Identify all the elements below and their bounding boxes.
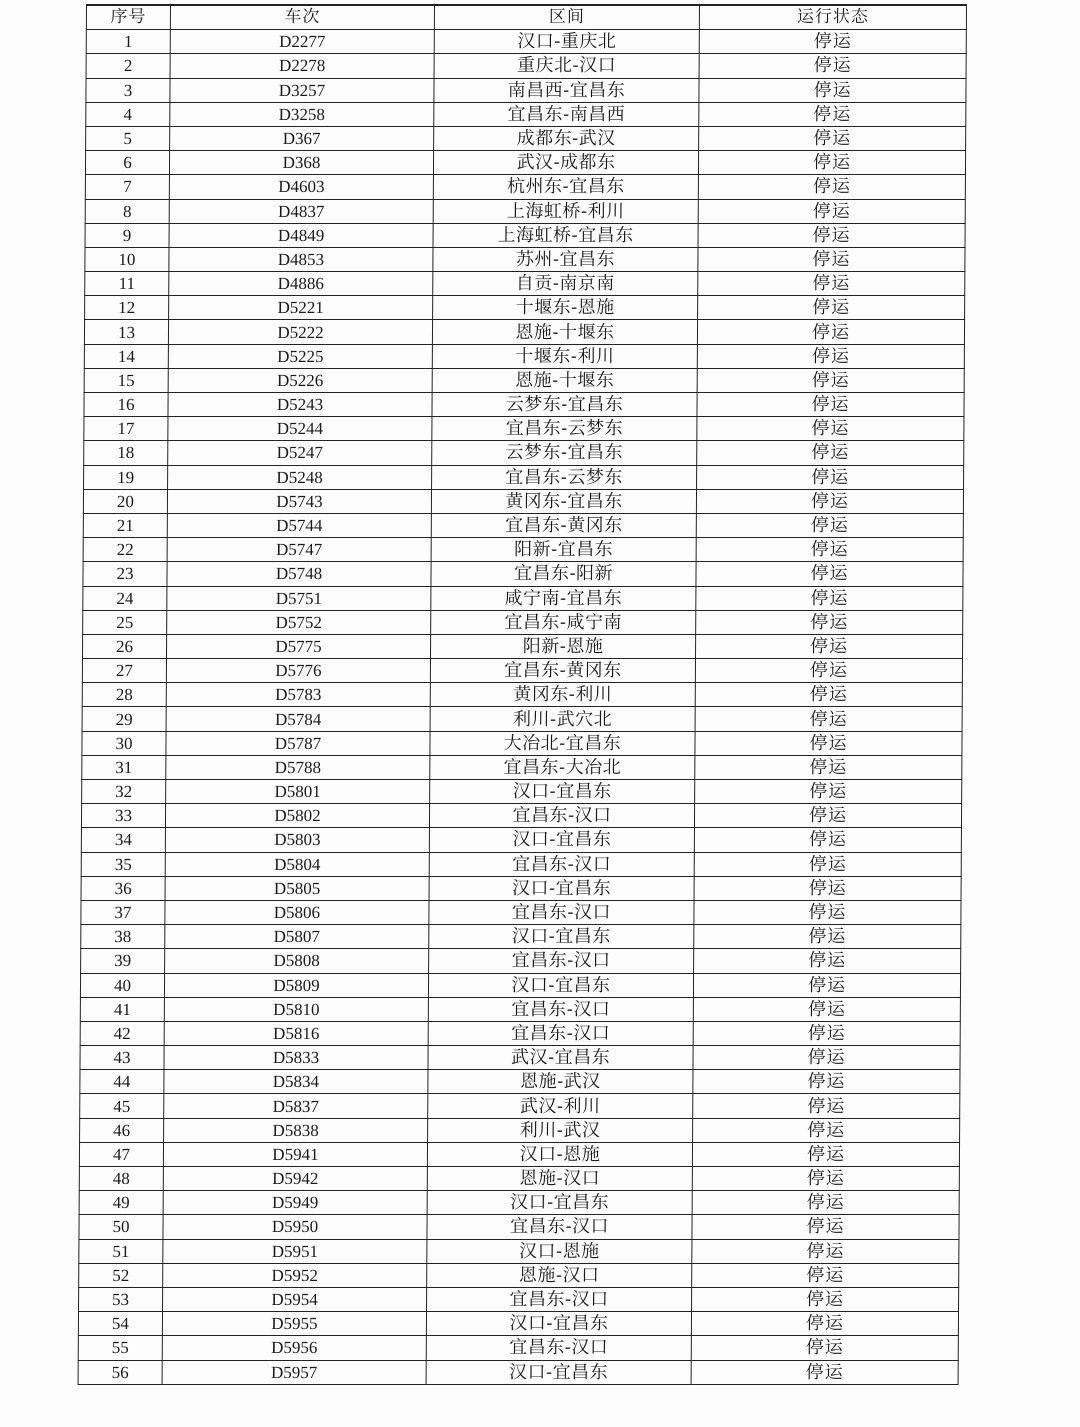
row-seq: 6: [85, 151, 169, 175]
row-status: 停运: [695, 683, 962, 707]
row-train-number: D4603: [169, 175, 433, 199]
row-route: 汉口-恩施: [427, 1239, 692, 1263]
row-seq: 25: [83, 610, 167, 634]
row-status: 停运: [699, 78, 966, 102]
table-row: [81, 804, 961, 828]
table-row: [78, 1360, 958, 1384]
row-route: 汉口-恩施: [427, 1142, 692, 1166]
row-train-number: D5776: [166, 659, 430, 683]
row-seq: 24: [83, 586, 167, 610]
row-train-number: D5221: [169, 296, 433, 320]
row-train-number: D5956: [162, 1336, 426, 1360]
table-row: [78, 1336, 958, 1360]
row-train-number: D4886: [169, 272, 433, 296]
row-route: 苏州-宜昌东: [433, 247, 698, 271]
row-route: 宜昌东-汉口: [428, 997, 693, 1021]
table-row: [82, 755, 962, 779]
row-status: 停运: [693, 997, 960, 1021]
table-body: [78, 30, 966, 1385]
row-status: 停运: [696, 562, 963, 586]
row-seq: 39: [81, 949, 165, 973]
row-route: 大冶北-宜昌东: [430, 731, 695, 755]
row-seq: 26: [83, 634, 167, 658]
table-row: [83, 489, 963, 513]
row-route: 宜昌东-云梦东: [432, 417, 697, 441]
row-seq: 17: [84, 417, 168, 441]
row-seq: 27: [82, 659, 166, 683]
row-train-number: D367: [170, 126, 434, 150]
row-status: 停运: [697, 344, 964, 368]
row-route: 宜昌东-汉口: [429, 949, 694, 973]
row-route: 汉口-宜昌东: [426, 1312, 691, 1336]
row-route: 成都东-武汉: [434, 126, 699, 150]
row-status: 停运: [694, 925, 961, 949]
table-row: [79, 1263, 959, 1287]
row-route: 宜昌东-大冶北: [430, 755, 695, 779]
row-route: 恩施-汉口: [427, 1167, 692, 1191]
table-row: [83, 538, 963, 562]
row-train-number: D5941: [163, 1142, 427, 1166]
row-seq: 21: [83, 513, 167, 537]
table-row: [81, 852, 961, 876]
row-route: 南昌西-宜昌东: [434, 78, 699, 102]
row-status: 停运: [698, 223, 965, 247]
table-row: [80, 1070, 960, 1094]
row-train-number: D5222: [168, 320, 432, 344]
row-train-number: D5833: [164, 1046, 428, 1070]
row-seq: 22: [83, 538, 167, 562]
row-train-number: D5247: [168, 441, 432, 465]
row-status: 停运: [692, 1215, 959, 1239]
row-route: 上海虹桥-利川: [433, 199, 698, 223]
row-route: 恩施-汉口: [427, 1263, 692, 1287]
row-route: 云梦东-宜昌东: [432, 441, 697, 465]
row-status: 停运: [693, 1021, 960, 1045]
row-route: 阳新-恩施: [431, 634, 696, 658]
table-row: [84, 417, 964, 441]
row-route: 利川-武汉: [428, 1118, 693, 1142]
row-train-number: D5801: [166, 780, 430, 804]
row-train-number: D5838: [164, 1118, 428, 1142]
row-train-number: D5955: [162, 1312, 426, 1336]
row-train-number: D5951: [163, 1239, 427, 1263]
row-seq: 38: [81, 925, 165, 949]
table-row: [82, 780, 962, 804]
row-status: 停运: [697, 368, 964, 392]
row-status: 停运: [696, 610, 963, 634]
row-status: 停运: [697, 393, 964, 417]
row-seq: 35: [81, 852, 165, 876]
row-status: 停运: [695, 707, 962, 731]
row-route: 宜昌东-汉口: [427, 1287, 692, 1311]
row-train-number: D5248: [168, 465, 432, 489]
table-row: [82, 707, 962, 731]
row-train-number: D5225: [168, 344, 432, 368]
row-route: 武汉-宜昌东: [428, 1046, 693, 1070]
row-seq: 4: [86, 102, 170, 126]
row-seq: 31: [82, 755, 166, 779]
row-status: 停运: [692, 1239, 959, 1263]
header-train-number: 车次: [170, 5, 434, 30]
row-seq: 48: [79, 1167, 163, 1191]
row-status: 停运: [696, 538, 963, 562]
row-train-number: D5803: [165, 828, 429, 852]
row-route: 恩施-十堰东: [432, 320, 697, 344]
table-row: [79, 1215, 959, 1239]
row-status: 停运: [697, 465, 964, 489]
row-route: 汉口-宜昌东: [429, 876, 694, 900]
table-row: [85, 272, 965, 296]
row-train-number: D5775: [167, 634, 431, 658]
row-train-number: D3257: [170, 78, 434, 102]
row-seq: 40: [80, 973, 164, 997]
row-status: 停运: [698, 175, 965, 199]
row-status: 停运: [697, 417, 964, 441]
row-status: 停运: [696, 586, 963, 610]
row-status: 停运: [695, 659, 962, 683]
row-status: 停运: [694, 804, 961, 828]
row-seq: 1: [86, 30, 170, 54]
table-row: [84, 441, 964, 465]
row-train-number: D2277: [170, 30, 434, 54]
row-seq: 53: [79, 1287, 163, 1311]
table-row: [85, 223, 965, 247]
row-route: 汉口-宜昌东: [428, 973, 693, 997]
row-status: 停运: [693, 1046, 960, 1070]
row-train-number: D5809: [164, 973, 428, 997]
row-status: 停运: [693, 973, 960, 997]
row-seq: 13: [84, 320, 168, 344]
row-train-number: D5810: [164, 997, 428, 1021]
table-row: [78, 1312, 958, 1336]
row-route: 上海虹桥-宜昌东: [433, 223, 698, 247]
row-train-number: D5806: [165, 900, 429, 924]
row-seq: 46: [80, 1118, 164, 1142]
table-row: [84, 344, 964, 368]
row-status: 停运: [694, 876, 961, 900]
row-status: 停运: [699, 102, 966, 126]
row-seq: 20: [83, 489, 167, 513]
table-row: [84, 465, 964, 489]
table-row: [83, 562, 963, 586]
row-train-number: D5837: [164, 1094, 428, 1118]
row-seq: 7: [85, 175, 169, 199]
row-train-number: D5226: [168, 368, 432, 392]
row-status: 停运: [693, 1118, 960, 1142]
table-row: [80, 997, 960, 1021]
row-train-number: D2278: [170, 54, 434, 78]
row-seq: 29: [82, 707, 166, 731]
row-seq: 12: [85, 296, 169, 320]
row-train-number: D5243: [168, 393, 432, 417]
table-row: [80, 1118, 960, 1142]
row-train-number: D4837: [169, 199, 433, 223]
row-route: 自贡-南京南: [433, 272, 698, 296]
row-route: 宜昌东-咸宁南: [431, 610, 696, 634]
table-header-row: [86, 5, 966, 30]
row-route: 宜昌东-汉口: [426, 1336, 691, 1360]
row-train-number: D5804: [165, 852, 429, 876]
row-train-number: D4853: [169, 247, 433, 271]
table-row: [85, 199, 965, 223]
row-seq: 23: [83, 562, 167, 586]
row-seq: 16: [84, 393, 168, 417]
row-route: 宜昌东-黄冈东: [430, 659, 695, 683]
table-row: [82, 659, 962, 683]
table-row: [85, 151, 965, 175]
row-train-number: D5957: [162, 1360, 426, 1384]
row-seq: 44: [80, 1070, 164, 1094]
row-status: 停运: [693, 1094, 960, 1118]
row-train-number: D5783: [166, 683, 430, 707]
table-row: [84, 368, 964, 392]
row-status: 停运: [696, 489, 963, 513]
train-suspension-table: [78, 4, 967, 1385]
row-route: 恩施-十堰东: [432, 368, 697, 392]
table-row: [80, 1046, 960, 1070]
table-row: [86, 54, 966, 78]
row-route: 汉口-重庆北: [434, 30, 699, 54]
table-row: [79, 1287, 959, 1311]
table-row: [81, 828, 961, 852]
row-train-number: D5942: [163, 1167, 427, 1191]
row-seq: 2: [86, 54, 170, 78]
row-seq: 55: [78, 1336, 162, 1360]
row-status: 停运: [698, 247, 965, 271]
row-status: 停运: [697, 320, 964, 344]
row-route: 汉口-宜昌东: [426, 1360, 691, 1384]
row-route: 黄冈东-宜昌东: [431, 489, 696, 513]
row-train-number: D5787: [166, 731, 430, 755]
row-seq: 41: [80, 997, 164, 1021]
table-row: [81, 876, 961, 900]
table-row: [83, 586, 963, 610]
row-route: 宜昌东-汉口: [429, 852, 694, 876]
row-status: 停运: [694, 900, 961, 924]
row-route: 咸宁南-宜昌东: [431, 586, 696, 610]
row-train-number: D5788: [166, 755, 430, 779]
table-row: [85, 175, 965, 199]
table-row: [84, 393, 964, 417]
row-route: 汉口-宜昌东: [429, 828, 694, 852]
row-train-number: D5952: [163, 1263, 427, 1287]
table-row: [82, 731, 962, 755]
row-seq: 32: [82, 780, 166, 804]
table-row: [86, 30, 966, 54]
table-row: [80, 1021, 960, 1045]
row-train-number: D5748: [167, 562, 431, 586]
row-seq: 11: [85, 272, 169, 296]
row-route: 宜昌东-云梦东: [432, 465, 697, 489]
row-status: 停运: [697, 441, 964, 465]
row-status: 停运: [696, 513, 963, 537]
row-status: 停运: [693, 1070, 960, 1094]
header-status: 运行状态: [699, 5, 966, 30]
row-train-number: D5743: [167, 489, 431, 513]
row-seq: 54: [78, 1312, 162, 1336]
row-train-number: D5954: [163, 1287, 427, 1311]
row-route: 重庆北-汉口: [434, 54, 699, 78]
row-seq: 52: [79, 1263, 163, 1287]
row-train-number: D5744: [167, 513, 431, 537]
row-status: 停运: [694, 828, 961, 852]
row-route: 宜昌东-汉口: [429, 804, 694, 828]
table-row: [81, 925, 961, 949]
row-seq: 28: [82, 683, 166, 707]
row-status: 停运: [695, 731, 962, 755]
row-train-number: D5808: [165, 949, 429, 973]
row-train-number: D5834: [164, 1070, 428, 1094]
table-row: [82, 683, 962, 707]
table-row: [84, 320, 964, 344]
row-train-number: D5816: [164, 1021, 428, 1045]
row-route: 杭州东-宜昌东: [433, 175, 698, 199]
row-seq: 51: [79, 1239, 163, 1263]
row-status: 停运: [695, 780, 962, 804]
table-row: [83, 513, 963, 537]
row-route: 宜昌东-阳新: [431, 562, 696, 586]
row-status: 停运: [696, 634, 963, 658]
row-train-number: D5784: [166, 707, 430, 731]
row-seq: 3: [86, 78, 170, 102]
row-seq: 42: [80, 1021, 164, 1045]
row-seq: 37: [81, 900, 165, 924]
row-status: 停运: [698, 151, 965, 175]
row-status: 停运: [692, 1167, 959, 1191]
row-route: 汉口-宜昌东: [427, 1191, 692, 1215]
row-seq: 9: [85, 223, 169, 247]
row-status: 停运: [692, 1142, 959, 1166]
table-row: [79, 1239, 959, 1263]
row-route: 黄冈东-利川: [430, 683, 695, 707]
row-seq: 15: [84, 368, 168, 392]
table-row: [80, 1094, 960, 1118]
row-status: 停运: [691, 1360, 958, 1384]
table-row: [81, 900, 961, 924]
row-seq: 10: [85, 247, 169, 271]
row-seq: 34: [81, 828, 165, 852]
row-status: 停运: [691, 1312, 958, 1336]
table-row: [86, 78, 966, 102]
row-status: 停运: [692, 1263, 959, 1287]
row-route: 汉口-宜昌东: [430, 780, 695, 804]
row-seq: 50: [79, 1215, 163, 1239]
row-status: 停运: [698, 199, 965, 223]
row-status: 停运: [691, 1336, 958, 1360]
row-route: 宜昌东-汉口: [428, 1021, 693, 1045]
table-row: [83, 634, 963, 658]
row-train-number: D5949: [163, 1191, 427, 1215]
row-route: 利川-武穴北: [430, 707, 695, 731]
row-seq: 45: [80, 1094, 164, 1118]
row-route: 武汉-成都东: [433, 151, 698, 175]
row-route: 宜昌东-南昌西: [434, 102, 699, 126]
row-train-number: D3258: [170, 102, 434, 126]
row-status: 停运: [699, 126, 966, 150]
table-row: [79, 1142, 959, 1166]
row-route: 汉口-宜昌东: [429, 925, 694, 949]
row-train-number: D5807: [165, 925, 429, 949]
row-route: 武汉-利川: [428, 1094, 693, 1118]
row-seq: 43: [80, 1046, 164, 1070]
row-route: 宜昌东-汉口: [429, 900, 694, 924]
table-row: [85, 247, 965, 271]
header-route: 区间: [434, 5, 699, 30]
row-status: 停运: [699, 30, 966, 54]
row-train-number: D5747: [167, 538, 431, 562]
row-status: 停运: [694, 852, 961, 876]
row-train-number: D5802: [165, 804, 429, 828]
table-row: [83, 610, 963, 634]
row-route: 云梦东-宜昌东: [432, 393, 697, 417]
row-seq: 19: [84, 465, 168, 489]
row-status: 停运: [692, 1287, 959, 1311]
row-route: 十堰东-利川: [432, 344, 697, 368]
row-route: 十堰东-恩施: [433, 296, 698, 320]
table-row: [79, 1191, 959, 1215]
row-train-number: D5950: [163, 1215, 427, 1239]
row-seq: 8: [85, 199, 169, 223]
row-status: 停运: [698, 272, 965, 296]
row-seq: 30: [82, 731, 166, 755]
row-seq: 33: [81, 804, 165, 828]
row-train-number: D4849: [169, 223, 433, 247]
row-train-number: D5752: [167, 610, 431, 634]
table-row: [86, 102, 966, 126]
row-seq: 5: [86, 126, 170, 150]
row-train-number: D368: [169, 151, 433, 175]
header-seq: 序号: [86, 5, 170, 30]
row-status: 停运: [692, 1191, 959, 1215]
row-seq: 36: [81, 876, 165, 900]
row-seq: 18: [84, 441, 168, 465]
row-route: 恩施-武汉: [428, 1070, 693, 1094]
row-route: 宜昌东-黄冈东: [431, 513, 696, 537]
table-row: [79, 1167, 959, 1191]
row-route: 阳新-宜昌东: [431, 538, 696, 562]
row-seq: 56: [78, 1360, 162, 1384]
row-route: 宜昌东-汉口: [427, 1215, 692, 1239]
row-train-number: D5751: [167, 586, 431, 610]
row-status: 停运: [694, 949, 961, 973]
table-row: [86, 126, 966, 150]
row-train-number: D5805: [165, 876, 429, 900]
row-status: 停运: [695, 755, 962, 779]
row-status: 停运: [699, 54, 966, 78]
row-status: 停运: [698, 296, 965, 320]
row-train-number: D5244: [168, 417, 432, 441]
row-seq: 47: [79, 1142, 163, 1166]
table-row: [85, 296, 965, 320]
table-row: [81, 949, 961, 973]
row-seq: 49: [79, 1191, 163, 1215]
row-seq: 14: [84, 344, 168, 368]
table-row: [80, 973, 960, 997]
